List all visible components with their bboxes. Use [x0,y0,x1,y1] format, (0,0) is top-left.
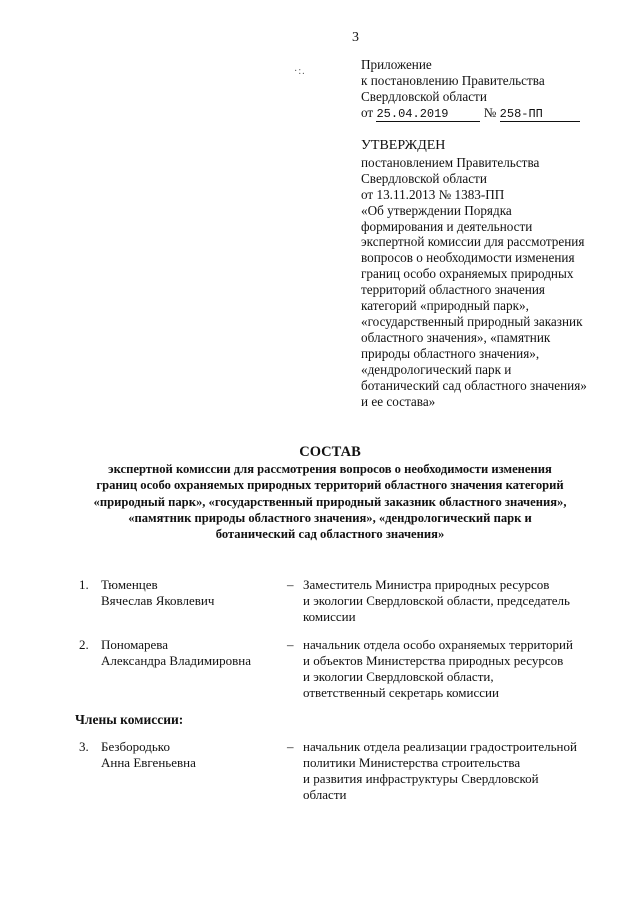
approved-line: областного значения», «памятник [361,329,551,345]
approved-heading: УТВЕРЖДЕН [361,138,446,153]
approved-line: Свердловской области [361,170,487,186]
member-surname: Тюменцев [101,577,158,592]
member-given-names: Александра Владимировна [101,653,251,668]
members-label: Члены комиссии: [75,712,184,727]
entry-dash: – [287,637,294,652]
member-role [303,577,613,625]
member-name [101,637,251,669]
member-name [101,577,214,609]
appendix-line: к постановлению Правительства [361,73,545,88]
role-line: ответственный секретарь комиссии [303,685,499,700]
composition-title-block [40,443,620,542]
composition-subtitle-line: «природный парк», «государственный природный заказник областного значения», [93,494,567,509]
approved-line: формирования и деятельности [361,218,533,234]
entry-number: 1. [79,577,89,592]
approved-line: постановлением Правительства [361,154,540,170]
composition-title: СОСТАВ [299,444,361,460]
composition-subtitle-line: ботанический сад областного значения» [215,527,445,542]
member-role [303,739,613,803]
scan-speck: ·:. [294,66,306,77]
member-name [101,739,196,771]
role-line: комиссии [303,609,356,624]
approved-line: от 13.11.2013 № 1383-ПП [361,186,505,202]
role-line: и объектов Министерства природных ресурсов [303,653,564,668]
approved-line: границ особо охраняемых природных [361,266,574,282]
approved-line: категорий «природный парк», [361,298,529,314]
appendix-date: 25.04.2019 [376,108,480,122]
composition-subtitle-line: «памятник природы областного значения», «дендрологический парк и [128,510,532,525]
role-line: Заместитель Министра природных ресурсов [303,577,550,592]
member-surname: Пономарева [101,637,169,652]
number-sign: № [483,105,497,120]
role-line: и развития инфраструктуры Свердловской [303,771,539,786]
appendix-line: Приложение [361,57,432,72]
composition-subtitle-line: границ особо охраняемых природных территорий областного значения категорий [96,478,564,493]
role-line: начальник отдела реализации градостроительной [303,739,577,754]
approved-line: и ее состава» [361,393,436,409]
role-line: политики Министерства строительства [303,755,521,770]
approved-line: природы областного значения», [361,345,540,361]
approved-line: «государственный природный заказник [361,313,583,329]
approved-line: экспертной комиссии для рассмотрения [361,234,585,250]
member-role [303,637,613,701]
page-number: 3 [352,30,359,45]
role-line: области [303,787,347,802]
approved-line: «дендрологический парк и [361,361,512,377]
role-line: и экологии Свердловской области, председатель [303,593,570,608]
composition-subtitle-line: экспертной комиссии для рассмотрения вопросов о необходимости изменения [108,462,552,476]
entry-dash: – [287,577,294,592]
appendix-date-line [361,105,580,122]
member-given-names: Вячеслав Яковлевич [101,593,215,608]
member-surname: Безбородько [101,739,170,754]
appendix-block [361,57,580,122]
appendix-line: Свердловской области [361,89,487,104]
entry-number: 3. [79,739,89,754]
entry-number: 2. [79,637,89,652]
role-line: и экологии Свердловской области, [303,669,494,684]
appendix-number: 258-ПП [500,108,580,122]
member-given-names: Анна Евгеньевна [101,755,196,770]
approved-line: ботанический сад областного значения» [361,377,587,393]
entry-dash: – [287,739,294,754]
date-prefix: от [361,105,374,120]
role-line: начальник отдела особо охраняемых территорий [303,637,573,652]
approved-block [361,138,587,409]
approved-line: территорий областного значения [361,282,545,298]
approved-line: вопросов о необходимости изменения [361,250,575,266]
approved-line: «Об утверждении Порядка [361,202,512,218]
